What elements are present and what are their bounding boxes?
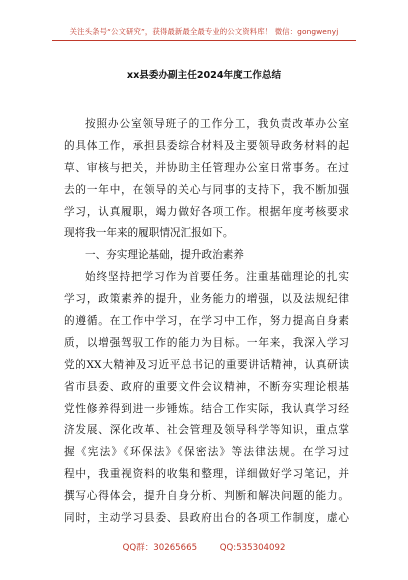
paragraph-line: 按照办公室领导班子的工作分工，我负责改革办公室 xyxy=(85,118,349,130)
paragraph-line: 握《宪法》《环保法》《保密法》等法律法规。在学习过 xyxy=(64,446,349,459)
qq-group: QQ群：30265665 xyxy=(122,543,198,553)
paragraph-line: 党性修养得到进一步锤炼。结合工作实际，我认真学习经 xyxy=(64,402,349,415)
paragraph-line: 省市县委、政府的重要文件会议精神，不断夯实理论根基 xyxy=(64,380,349,393)
document-body xyxy=(64,114,349,530)
paragraph-line: 学习，认真履职，竭力做好各项工作。根据年度考核要求 xyxy=(64,205,349,218)
header-divider xyxy=(52,40,356,41)
paragraph-line: 的遵循。在工作中学习，在学习中工作，努力提高自身素 xyxy=(64,315,349,328)
promo-header xyxy=(0,26,408,37)
paragraph-line: 济发展、深化改革、社会管理及领导科学等知识，重点掌 xyxy=(64,424,349,437)
paragraph-line: 学习，政策素养的提升，业务能力的增强，以及法规纪律 xyxy=(64,293,349,306)
document-title: xx县委办副主任2024年度工作总结 xyxy=(126,70,282,81)
paragraph-line: 去的一年中，在领导的关心与同事的支持下，我不断加强 xyxy=(64,183,349,196)
paragraph-line: 党的XX大精神及习近平总书记的重要讲话精神，认真研读 xyxy=(64,358,349,371)
qq-number: QQ:535304092 xyxy=(219,543,286,553)
paragraph-line: 质，以增强驾驭工作的能力为目标。一年来，我深入学习 xyxy=(64,336,349,349)
paragraph-line: 现将我一年来的履职情况汇报如下。 xyxy=(64,227,234,240)
paragraph-line: 同时，主动学习县委、县政府出台的各项工作制度，虚心 xyxy=(64,512,349,525)
section-heading: 一、夯实理论基础，提升政治素养 xyxy=(85,249,244,262)
paragraph-line: 的具体工作，承担县委综合材料及主要领导政务材料的起 xyxy=(64,139,349,152)
paragraph-line: 撰写心得体会，提升自身分析、判断和解决问题的能力。 xyxy=(64,490,349,503)
paragraph-line: 始终坚持把学习作为首要任务。注重基础理论的扎实 xyxy=(85,271,349,284)
promo-header-text: 关注头条号“公文研究”，获得最新最全最专业的公文资料库！ 微信：gongwenyj xyxy=(69,27,339,36)
contact-footer xyxy=(0,541,408,553)
paragraph-line: 程中，我重视资料的收集和整理，详细做好学习笔记，并 xyxy=(64,468,349,481)
paragraph-line: 草、审核与把关，并协助主任管理办公室日常事务。在过 xyxy=(64,161,349,174)
